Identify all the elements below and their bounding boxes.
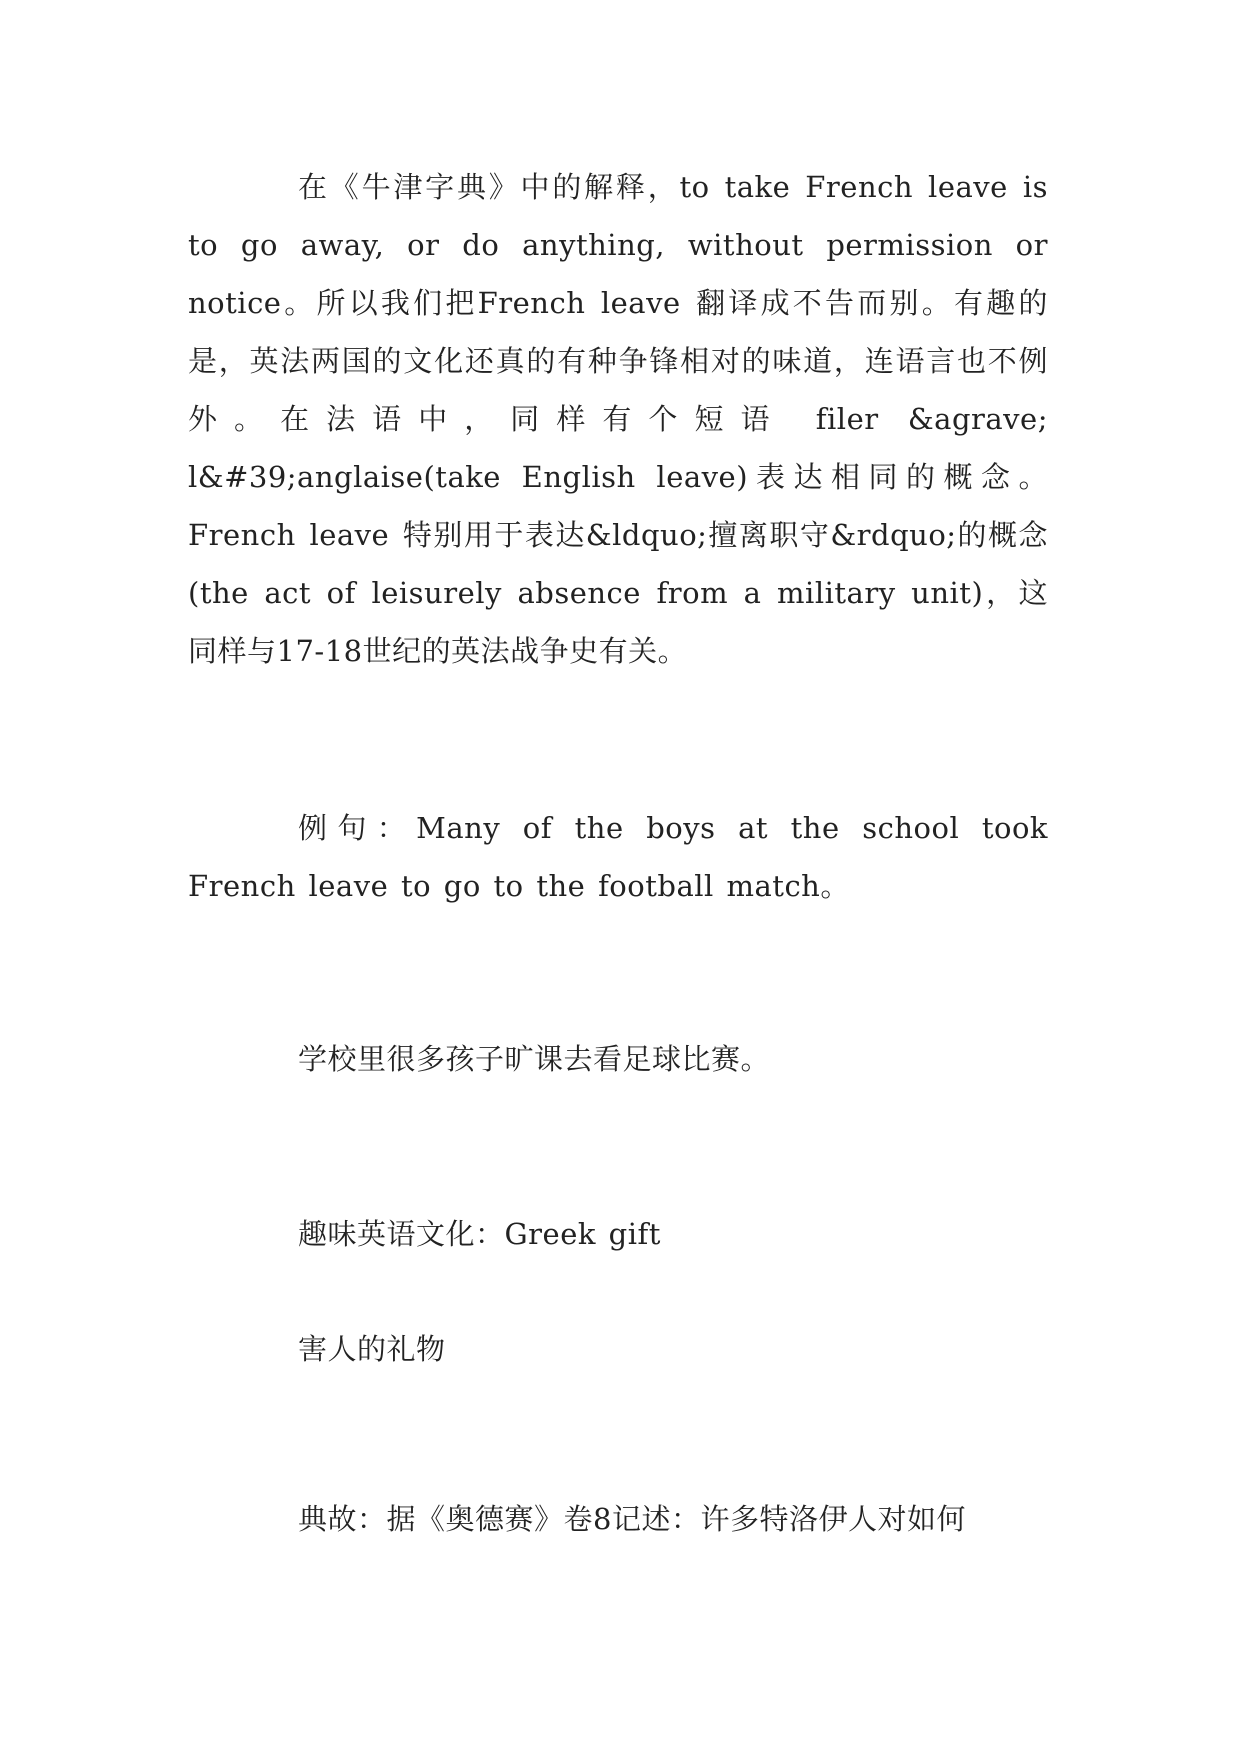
section-heading-greek-gift: 趣味英语文化：Greek gift: [298, 1217, 661, 1251]
paragraph-example-sentence: 例句：Many of the boys at the school took French leave to go to the football match。: [188, 811, 1048, 903]
paragraph-example-translation: 学校里很多孩子旷课去看足球比赛。: [298, 1042, 771, 1076]
paragraph-allusion: 典故：据《奥德赛》卷8记述：许多特洛伊人对如何: [298, 1502, 966, 1536]
paragraph-greek-gift-meaning: 害人的礼物: [298, 1332, 446, 1366]
paragraph-french-leave-explanation: 在《牛津字典》中的解释，to take French leave is to go away, or do anything, without permission or notice。所以我们把French leave 翻译成不告而别。有趣的是，英法两国的文化还真的有种争锋相对的味道，连语言也不例外。在法语中，同样有个短语 filer &agrave; l&#39;anglaise(take English leave)表达相同的概念。French leave 特别用于表达&ldquo;擅离职守&rdquo;的概念(the act of leisurely absence from a military unit)，这同样与17-18世纪的英法战争史有关。: [188, 170, 1048, 668]
